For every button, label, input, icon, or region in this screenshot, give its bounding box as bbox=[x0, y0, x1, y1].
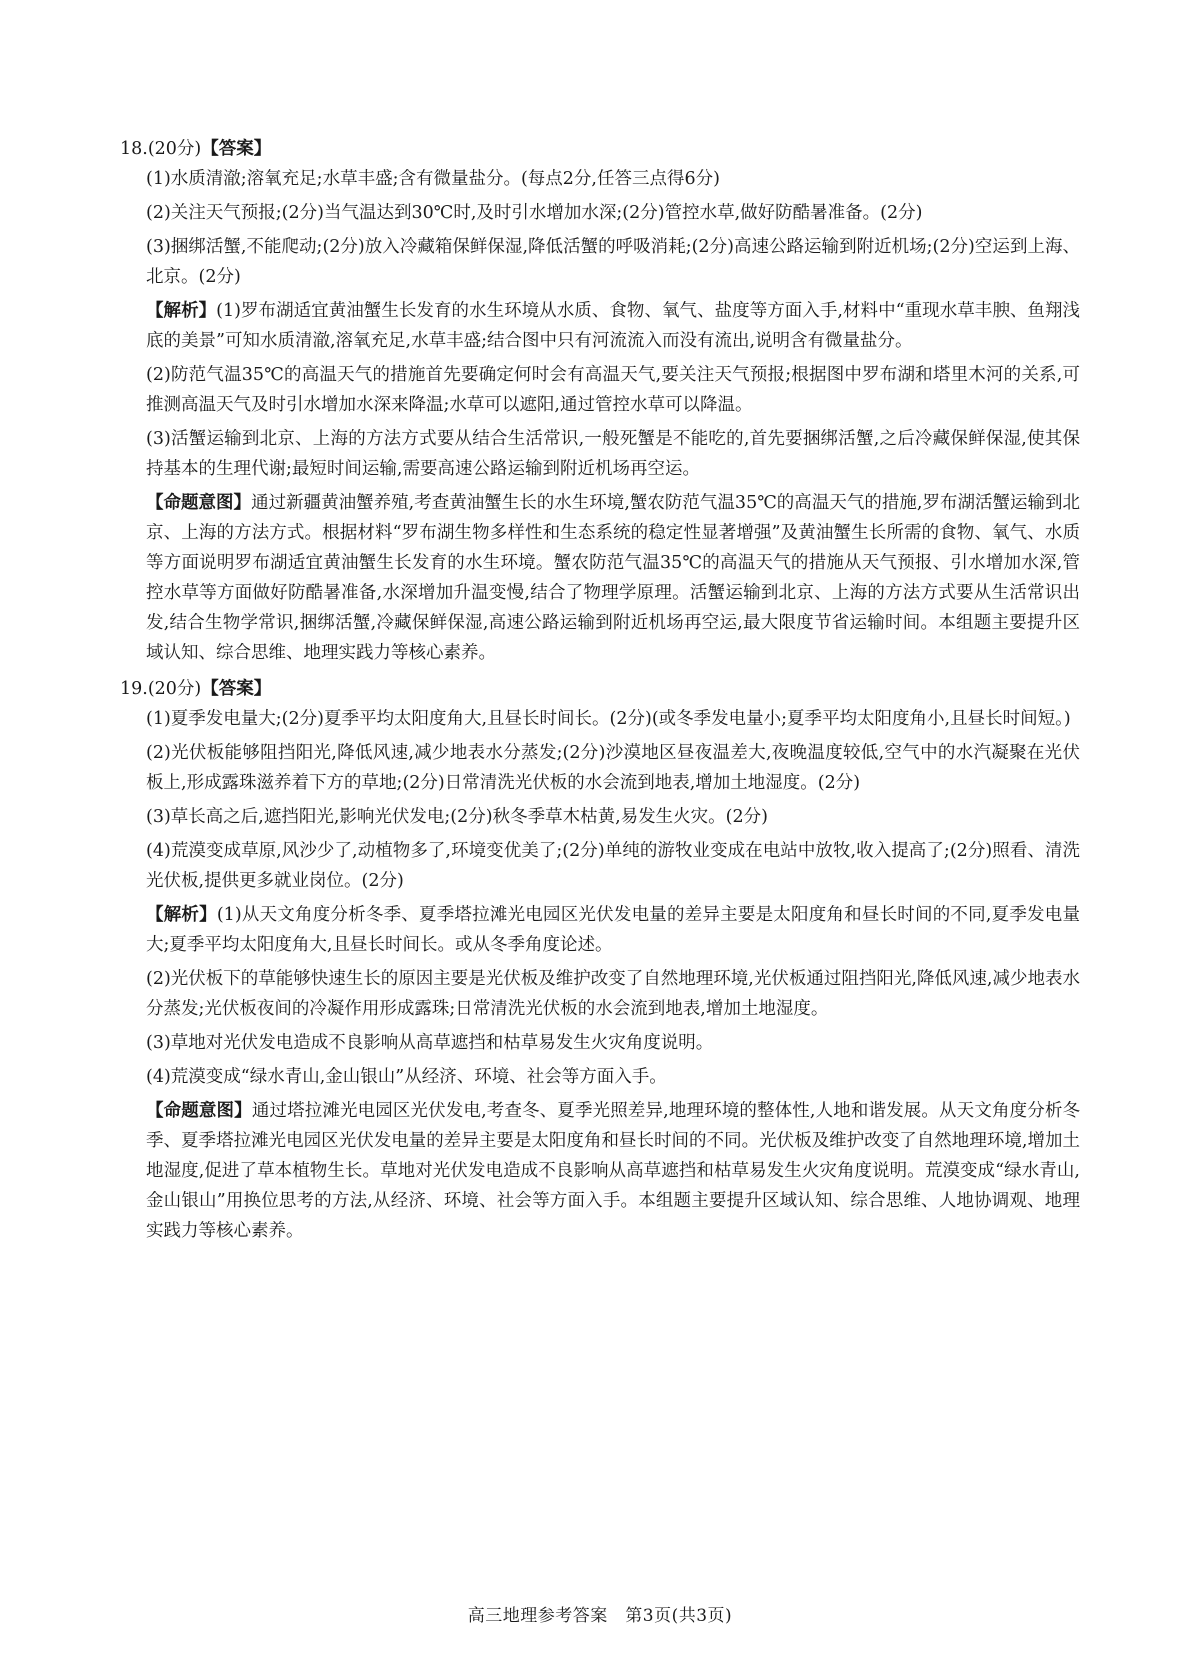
q19-analysis-1-text: (1)从天文角度分析冬季、夏季塔拉滩光电园区光伏发电量的差异主要是太阳度角和昼长时间的不同,夏季发电量大;夏季平均太阳度角大,且昼长时间长。或从冬季角度论述。 bbox=[146, 905, 1080, 955]
q18-analysis-tag: 【解析】 bbox=[146, 301, 217, 321]
q19-analysis-tag: 【解析】 bbox=[146, 905, 217, 925]
q18-intent-tag: 【命题意图】 bbox=[146, 493, 252, 513]
question-18 bbox=[120, 134, 1080, 668]
q18-intent-text: 通过新疆黄油蟹养殖,考查黄油蟹生长的水生环境,蟹农防范气温35℃的高温天气的措施,罗布湖活蟹运输到北京、上海的方法方式。根据材料“罗布湖生物多样性和生态系统的稳定性显著增强”及黄油蟹生长所需的食物、氧气、水质等方面说明罗布湖适宜黄油蟹生长发育的水生环境。蟹农防范气温35℃的高温天气的措施从天气预报、引水增加水深,管控水草等方面做好防酷暑准备,水深增加升温变慢,结合了物理学原理。活蟹运输到北京、上海的方法方式要从生活常识出发,结合生物学常识,捆绑活蟹,冷藏保鲜保湿,高速公路运输到附近机场再空运,最大限度节省运输时间。本组题主要提升区域认知、综合思维、地理实践力等核心素养。 bbox=[146, 493, 1081, 663]
q19-answer-3: (3)草长高之后,遮挡阳光,影响光伏发电;(2分)秋冬季草木枯黄,易发生火灾。(2分) bbox=[146, 807, 768, 827]
question-19 bbox=[120, 674, 1080, 1246]
q18-analysis-3: (3)活蟹运输到北京、上海的方法方式要从结合生活常识,一般死蟹是不能吃的,首先要捆绑活蟹,之后冷藏保鲜保湿,使其保持基本的生理代谢;最短时间运输,需要高速公路运输到附近机场再空运。 bbox=[146, 429, 1080, 479]
question-19-header bbox=[120, 674, 1080, 704]
q18-intent bbox=[120, 488, 1080, 668]
q18-analysis-1 bbox=[120, 296, 1080, 356]
question-19-number: 19.(20分) bbox=[120, 679, 202, 699]
q19-answer-4: (4)荒漠变成草原,风沙少了,动植物多了,环境变优美了;(2分)单纯的游牧业变成在电站中放牧,收入提高了;(2分)照看、清洗光伏板,提供更多就业岗位。(2分) bbox=[146, 841, 1080, 891]
answer-page bbox=[120, 134, 1080, 1252]
q19-answer-2: (2)光伏板能够阻挡阳光,降低风速,减少地表水分蒸发;(2分)沙漠地区昼夜温差大,夜晚温度较低,空气中的水汽凝聚在光伏板上,形成露珠滋养着下方的草地;(2分)日常清洗光伏板的水会流到地表,增加土地湿度。(2分) bbox=[146, 743, 1080, 793]
q18-answer-1: (1)水质清澈;溶氧充足;水草丰盛;含有微量盐分。(每点2分,任答三点得6分) bbox=[146, 169, 720, 189]
q19-answer-1: (1)夏季发电量大;(2分)夏季平均太阳度角大,且昼长时间长。(2分)(或冬季发电量小;夏季平均太阳度角小,且昼长时间短。) bbox=[146, 709, 1071, 729]
q19-intent-tag: 【命题意图】 bbox=[146, 1101, 252, 1121]
q19-analysis-2: (2)光伏板下的草能够快速生长的原因主要是光伏板及维护改变了自然地理环境,光伏板通过阻挡阳光,降低风速,减少地表水分蒸发;光伏板夜间的冷凝作用形成露珠;日常清洗光伏板的水会流到地表,增加土地湿度。 bbox=[146, 969, 1080, 1019]
q18-analysis-2: (2)防范气温35℃的高温天气的措施首先要确定何时会有高温天气,要关注天气预报;根据图中罗布湖和塔里木河的关系,可推测高温天气及时引水增加水深来降温;水草可以遮阳,通过管控水草可以降温。 bbox=[146, 365, 1080, 415]
q19-intent bbox=[120, 1096, 1080, 1246]
question-18-number: 18.(20分) bbox=[120, 139, 202, 159]
q19-analysis-3: (3)草地对光伏发电造成不良影响从高草遮挡和枯草易发生火灾角度说明。 bbox=[146, 1033, 714, 1053]
page-footer: 高三地理参考答案 第3页(共3页) bbox=[467, 1606, 733, 1626]
q18-answer-3: (3)捆绑活蟹,不能爬动;(2分)放入冷藏箱保鲜保湿,降低活蟹的呼吸消耗;(2分)高速公路运输到附近机场;(2分)空运到上海、北京。(2分) bbox=[146, 237, 1080, 287]
question-18-answer-tag: 【答案】 bbox=[201, 139, 272, 159]
q19-analysis-1 bbox=[120, 900, 1080, 960]
question-19-answer-tag: 【答案】 bbox=[201, 679, 272, 699]
q19-analysis-4: (4)荒漠变成“绿水青山,金山银山”从经济、环境、社会等方面入手。 bbox=[146, 1067, 667, 1087]
q18-analysis-1-text: (1)罗布湖适宜黄油蟹生长发育的水生环境从水质、食物、氧气、盐度等方面入手,材料中“重现水草丰腴、鱼翔浅底的美景”可知水质清澈,溶氧充足,水草丰盛;结合图中只有河流流入而没有流出,说明含有微量盐分。 bbox=[146, 301, 1081, 351]
q19-intent-text: 通过塔拉滩光电园区光伏发电,考查冬、夏季光照差异,地理环境的整体性,人地和谐发展。从天文角度分析冬季、夏季塔拉滩光电园区光伏发电量的差异主要是太阳度角和昼长时间的不同。光伏板及维护改变了自然地理环境,增加土地湿度,促进了草本植物生长。草地对光伏发电造成不良影响从高草遮挡和枯草易发生火灾角度说明。荒漠变成“绿水青山,金山银山”用换位思考的方法,从经济、环境、社会等方面入手。本组题主要提升区域认知、综合思维、人地协调观、地理实践力等核心素养。 bbox=[146, 1101, 1080, 1241]
question-18-header bbox=[120, 134, 1080, 164]
q18-answer-2: (2)关注天气预报;(2分)当气温达到30℃时,及时引水增加水深;(2分)管控水草,做好防酷暑准备。(2分) bbox=[146, 203, 923, 223]
